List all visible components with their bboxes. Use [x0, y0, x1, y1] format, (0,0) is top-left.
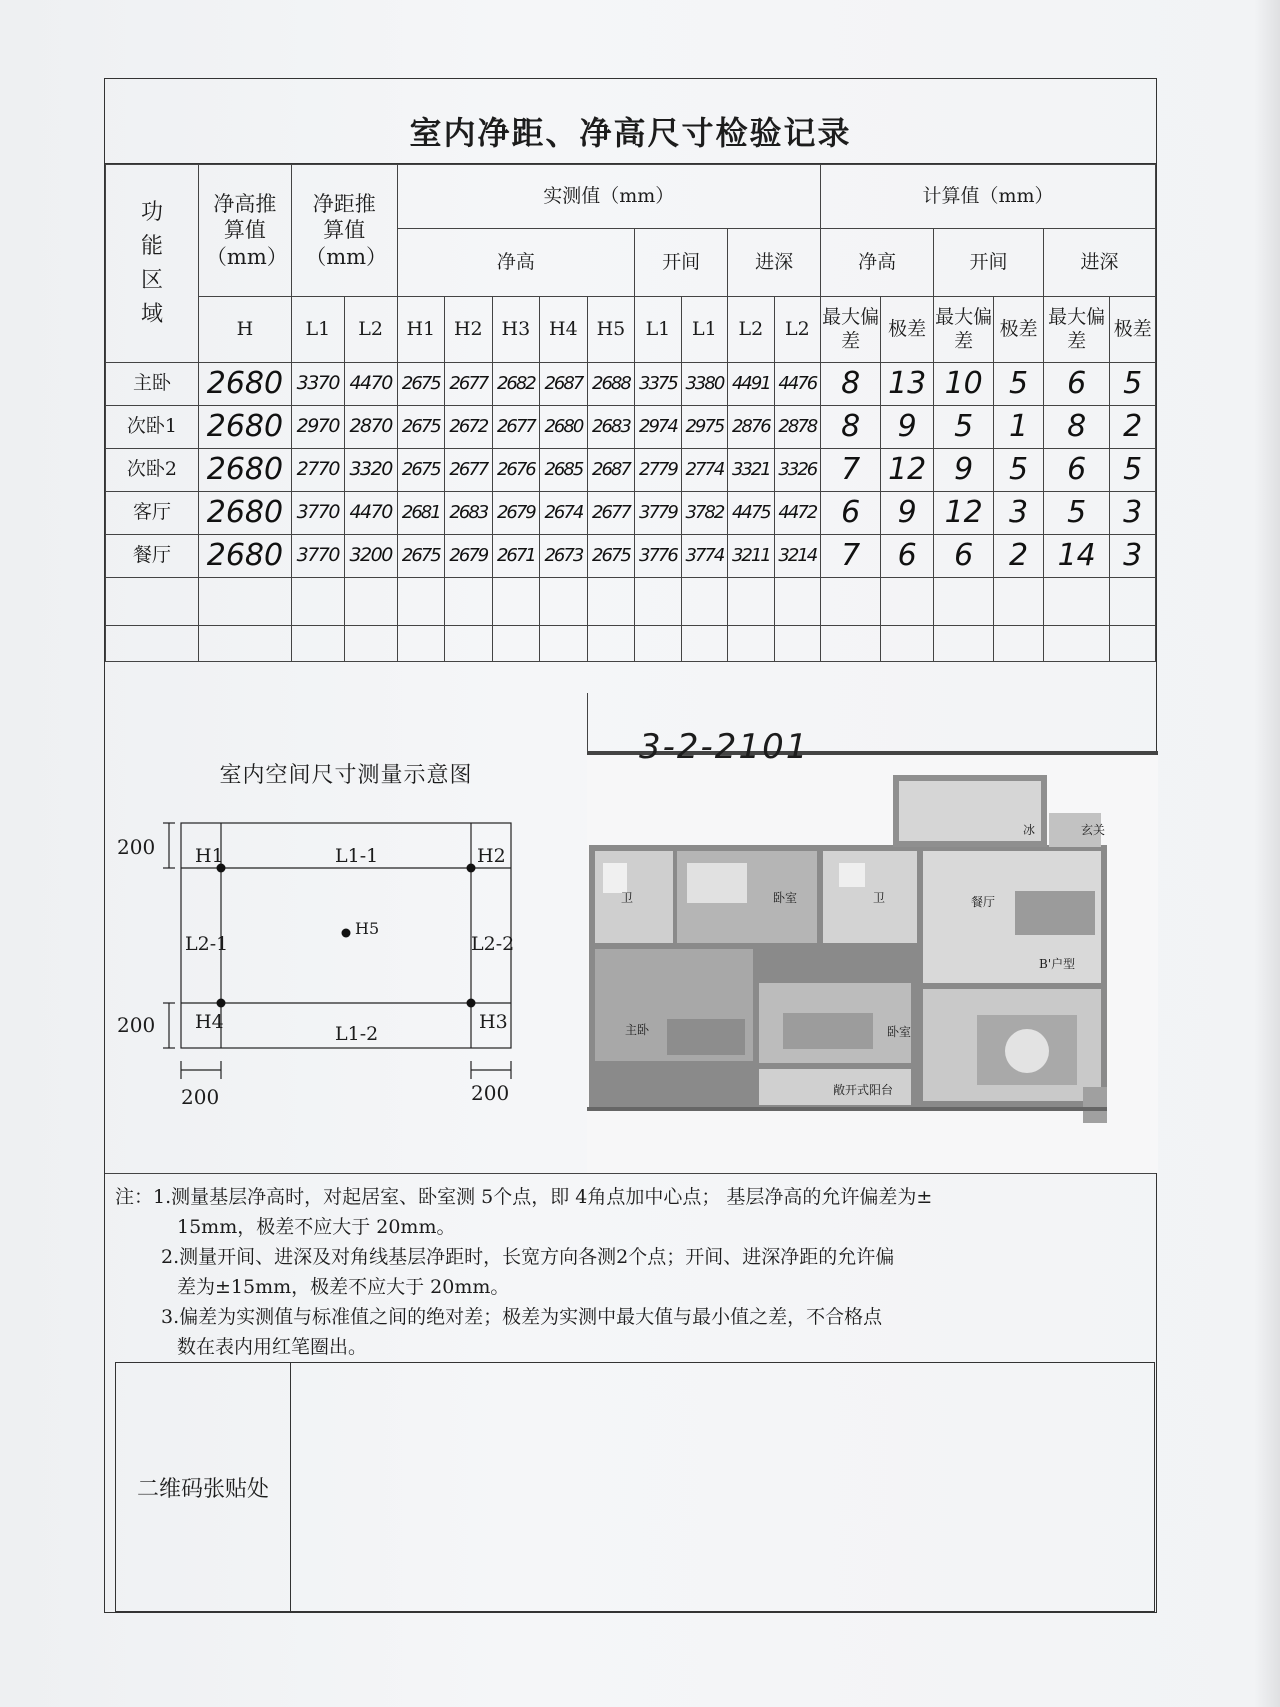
unit-number: 3-2-2101	[639, 727, 810, 767]
label-l1-2: L1-2	[335, 1023, 379, 1045]
col-l1: L1	[291, 297, 344, 363]
label-bedroom2: 卧室	[887, 1025, 912, 1039]
measurement-diagram	[105, 693, 587, 1173]
qr-section	[115, 1362, 1155, 1612]
col-depth-l2a: L2	[728, 297, 774, 363]
cell-calc: 14	[1043, 535, 1110, 578]
cell-calc: 8	[821, 406, 881, 449]
header-calc-bay: 开间	[934, 229, 1044, 297]
cell-bay-1: 3779	[635, 492, 681, 535]
label-fridge: 冰	[1023, 823, 1036, 837]
label-h1: H1	[195, 845, 224, 867]
empty-row	[106, 578, 1156, 626]
cell-h5: 2677	[587, 492, 635, 535]
table-row	[106, 535, 1156, 578]
note-1b: 15mm，极差不应大于 20mm。	[177, 1216, 456, 1238]
dim-bottom: 200	[117, 1013, 156, 1037]
cell-calc: 5	[994, 449, 1044, 492]
cell-calc: 9	[881, 492, 934, 535]
header-calculated: 计算值（mm）	[821, 165, 1156, 229]
dim-right: 200	[471, 1081, 510, 1105]
cell-l2: 4470	[344, 363, 397, 406]
header-measured-depth: 进深	[728, 229, 821, 297]
point-h5	[342, 929, 351, 938]
cell-h: 2680	[198, 449, 291, 492]
col-bay-range: 极差	[994, 297, 1044, 363]
row-room: 客厅	[106, 492, 199, 535]
header-measured-height: 净高	[397, 229, 635, 297]
dim-top: 200	[117, 835, 156, 859]
cell-l1: 3770	[291, 535, 344, 578]
header-est-distance: 净距推算值（mm）	[291, 165, 397, 297]
cell-h: 2680	[198, 406, 291, 449]
cell-calc: 8	[1043, 406, 1110, 449]
cell-depth-1: 3211	[728, 535, 774, 578]
cell-h3: 2682	[492, 363, 540, 406]
col-height-maxdev: 最大偏差	[821, 297, 881, 363]
note-2a: 2.测量开间、进深及对角线基层净距时，长宽方向各测2个点；开间、进深净距的允许偏	[161, 1246, 895, 1268]
cell-l1: 2770	[291, 449, 344, 492]
col-h1: H1	[397, 297, 445, 363]
point-h4	[217, 999, 226, 1008]
cell-calc: 2	[1110, 406, 1156, 449]
label-h3: H3	[479, 1011, 508, 1033]
inspection-form	[104, 78, 1157, 1613]
cell-depth-2: 3214	[774, 535, 820, 578]
cell-calc: 3	[994, 492, 1044, 535]
cell-l2: 2870	[344, 406, 397, 449]
cell-h4: 2685	[540, 449, 588, 492]
label-bath1: 卫	[621, 891, 634, 905]
header-measured: 实测值（mm）	[397, 165, 821, 229]
cell-calc: 2	[994, 535, 1044, 578]
cell-h2: 2683	[445, 492, 493, 535]
table-row	[106, 492, 1156, 535]
cell-bay-2: 3782	[681, 492, 727, 535]
cell-calc: 13	[881, 363, 934, 406]
header-est-height: 净高推算值（mm）	[198, 165, 291, 297]
row-room: 餐厅	[106, 535, 199, 578]
col-h3: H3	[492, 297, 540, 363]
cell-calc: 9	[881, 406, 934, 449]
cell-h1: 2675	[397, 535, 445, 578]
col-depth-maxdev: 最大偏差	[1043, 297, 1110, 363]
cell-h: 2680	[198, 363, 291, 406]
table-row	[106, 363, 1156, 406]
cell-l1: 3770	[291, 492, 344, 535]
cell-depth-1: 3321	[728, 449, 774, 492]
cell-h5: 2683	[587, 406, 635, 449]
label-l2-2: L2-2	[471, 933, 515, 955]
cell-h3: 2676	[492, 449, 540, 492]
col-l2: L2	[344, 297, 397, 363]
cell-calc: 6	[1043, 449, 1110, 492]
cell-h1: 2675	[397, 449, 445, 492]
label-h4: H4	[195, 1011, 224, 1033]
cell-calc: 6	[821, 492, 881, 535]
cell-depth-1: 4475	[728, 492, 774, 535]
header-calc-height: 净高	[821, 229, 934, 297]
cell-h1: 2675	[397, 363, 445, 406]
form-title: 室内净距、净高尺寸检验记录	[105, 79, 1156, 164]
row-room: 主卧	[106, 363, 199, 406]
cell-h3: 2671	[492, 535, 540, 578]
cell-bay-1: 3375	[635, 363, 681, 406]
note-3b: 数在表内用红笔圈出。	[177, 1336, 368, 1358]
cell-calc: 5	[1043, 492, 1110, 535]
cell-calc: 6	[881, 535, 934, 578]
empty-row	[106, 626, 1156, 662]
cell-calc: 6	[934, 535, 994, 578]
point-h2	[467, 864, 476, 873]
cell-bay-1: 3776	[635, 535, 681, 578]
cell-h5: 2687	[587, 449, 635, 492]
col-h5: H5	[587, 297, 635, 363]
point-h3	[467, 999, 476, 1008]
cell-bay-1: 2779	[635, 449, 681, 492]
cell-calc: 1	[994, 406, 1044, 449]
note-2b: 差为±15mm，极差不应大于 20mm。	[177, 1276, 510, 1298]
cell-h1: 2675	[397, 406, 445, 449]
cell-calc: 3	[1110, 535, 1156, 578]
cell-calc: 5	[1110, 449, 1156, 492]
cell-h4: 2680	[540, 406, 588, 449]
cell-calc: 7	[821, 535, 881, 578]
cell-calc: 7	[821, 449, 881, 492]
cell-h3: 2679	[492, 492, 540, 535]
cell-calc: 6	[1043, 363, 1110, 406]
col-bay-l1a: L1	[635, 297, 681, 363]
cell-h2: 2677	[445, 449, 493, 492]
table-row	[106, 449, 1156, 492]
cell-bay-2: 3380	[681, 363, 727, 406]
cell-h5: 2688	[587, 363, 635, 406]
cell-bay-2: 3774	[681, 535, 727, 578]
cell-h: 2680	[198, 535, 291, 578]
cell-bay-1: 2974	[635, 406, 681, 449]
cell-h4: 2674	[540, 492, 588, 535]
cell-h2: 2679	[445, 535, 493, 578]
cell-depth-1: 4491	[728, 363, 774, 406]
label-bath2: 卫	[873, 891, 886, 905]
col-height-range: 极差	[881, 297, 934, 363]
header-area: 功能区域	[106, 165, 199, 363]
cell-l2: 4470	[344, 492, 397, 535]
note-3a: 3.偏差为实测值与标准值之间的绝对差；极差为实测中最大值与最小值之差，不合格点	[161, 1306, 883, 1328]
cell-h5: 2675	[587, 535, 635, 578]
col-h2: H2	[445, 297, 493, 363]
label-master: 主卧	[625, 1023, 650, 1037]
cell-h4: 2673	[540, 535, 588, 578]
cell-l1: 3370	[291, 363, 344, 406]
floor-plan	[587, 693, 1158, 1173]
cell-depth-2: 4476	[774, 363, 820, 406]
cell-l1: 2970	[291, 406, 344, 449]
cell-calc: 5	[934, 406, 994, 449]
label-l2-1: L2-1	[185, 933, 229, 955]
cell-calc: 9	[934, 449, 994, 492]
cell-l2: 3200	[344, 535, 397, 578]
cell-calc: 12	[934, 492, 994, 535]
table-row	[106, 406, 1156, 449]
cell-bay-2: 2975	[681, 406, 727, 449]
cell-h4: 2687	[540, 363, 588, 406]
cell-h3: 2677	[492, 406, 540, 449]
cell-l2: 3320	[344, 449, 397, 492]
header-calc-depth: 进深	[1043, 229, 1155, 297]
cell-bay-2: 2774	[681, 449, 727, 492]
col-depth-range: 极差	[1110, 297, 1156, 363]
notes-section	[105, 1173, 1156, 1358]
label-h5: H5	[355, 919, 380, 938]
col-h4: H4	[540, 297, 588, 363]
cell-depth-2: 3326	[774, 449, 820, 492]
cell-calc: 5	[994, 363, 1044, 406]
label-bedroom: 卧室	[773, 891, 798, 905]
header-measured-bay: 开间	[635, 229, 728, 297]
cell-depth-1: 2876	[728, 406, 774, 449]
qr-placeholder	[291, 1363, 1154, 1611]
label-h2: H2	[477, 845, 506, 867]
diagram-title: 室内空间尺寸测量示意图	[219, 763, 473, 788]
cell-calc: 10	[934, 363, 994, 406]
cell-depth-2: 4472	[774, 492, 820, 535]
label-balcony: 敞开式阳台	[833, 1083, 894, 1097]
label-l1-1: L1-1	[335, 845, 379, 867]
measurement-table	[105, 164, 1156, 662]
qr-label: 二维码张贴处	[116, 1363, 291, 1611]
col-bay-maxdev: 最大偏差	[934, 297, 994, 363]
col-bay-l1b: L1	[681, 297, 727, 363]
col-depth-l2b: L2	[774, 297, 820, 363]
note-1a: 注：1.测量基层净高时，对起居室、卧室测 5个点，即 4角点加中心点； 基层净高的允许偏差为±	[115, 1186, 933, 1208]
cell-h2: 2677	[445, 363, 493, 406]
col-h: H	[198, 297, 291, 363]
cell-depth-2: 2878	[774, 406, 820, 449]
row-room: 次卧1	[106, 406, 199, 449]
label-dining: 餐厅	[971, 895, 996, 909]
label-type: B'户型	[1039, 957, 1076, 971]
cell-h: 2680	[198, 492, 291, 535]
dim-left: 200	[181, 1085, 220, 1109]
label-entry: 玄关	[1081, 823, 1106, 837]
cell-h2: 2672	[445, 406, 493, 449]
cell-calc: 5	[1110, 363, 1156, 406]
cell-calc: 8	[821, 363, 881, 406]
row-room: 次卧2	[106, 449, 199, 492]
cell-calc: 12	[881, 449, 934, 492]
cell-calc: 3	[1110, 492, 1156, 535]
cell-h1: 2681	[397, 492, 445, 535]
diagram-drawing	[105, 693, 587, 1173]
